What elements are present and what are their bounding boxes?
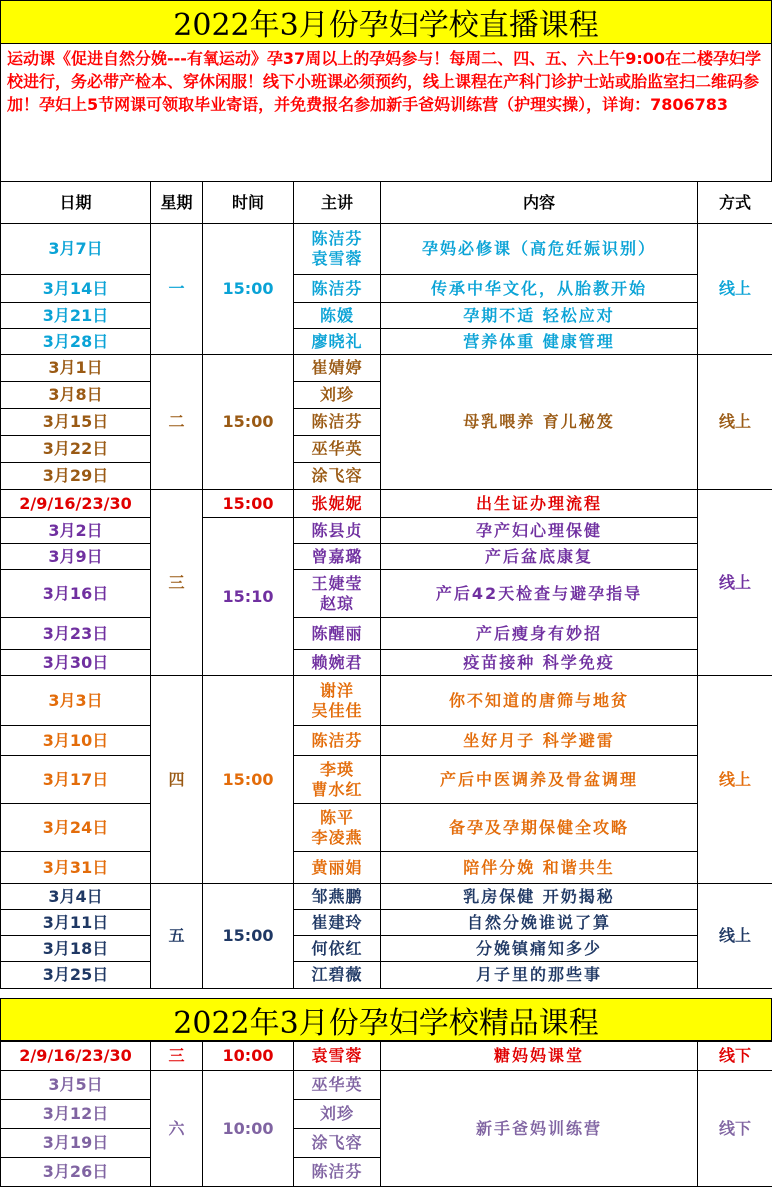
table-row xyxy=(1,676,772,726)
speaker-name: 曹水红 xyxy=(294,780,380,800)
date-cell: 3月4日 xyxy=(1,884,151,910)
content-cell: 备孕及孕期保健全攻略 xyxy=(381,804,698,852)
table-row xyxy=(1,1042,772,1071)
content-cell: 产后42天检查与避孕指导 xyxy=(381,570,698,618)
content-cell: 产后瘦身有妙招 xyxy=(381,618,698,650)
content-cell: 孕期不适 轻松应对 xyxy=(381,303,698,329)
speaker-name: 赵琼 xyxy=(294,594,380,614)
speaker-name: 谢洋 xyxy=(294,681,380,701)
speaker-cell: 巫华英 xyxy=(294,436,381,463)
weekday-cell: 一 xyxy=(151,224,203,355)
date-cell: 3月7日 xyxy=(1,224,151,275)
content-cell: 分娩镇痛知多少 xyxy=(381,936,698,962)
speaker-cell xyxy=(294,676,381,726)
header-content: 内容 xyxy=(381,182,698,224)
date-cell: 3月19日 xyxy=(1,1129,151,1158)
speaker-cell: 涂飞容 xyxy=(294,1129,381,1158)
table-row xyxy=(1,355,772,382)
table-row xyxy=(1,884,772,910)
mode-cell: 线下 xyxy=(698,1071,772,1187)
date-cell: 3月9日 xyxy=(1,544,151,570)
date-cell: 3月10日 xyxy=(1,726,151,756)
speaker-cell: 刘珍 xyxy=(294,1100,381,1129)
speaker-name: 吴佳佳 xyxy=(294,701,380,721)
table-row xyxy=(1,618,772,650)
date-cell: 3月23日 xyxy=(1,618,151,650)
live-courses-title: 2022年3月份孕妇学校直播课程 xyxy=(0,0,772,44)
speaker-cell: 陈县贞 xyxy=(294,518,381,544)
mode-cell: 线上 xyxy=(698,676,772,884)
weekday-cell: 二 xyxy=(151,355,203,490)
mode-cell: 线上 xyxy=(698,224,772,355)
speaker-cell: 何依红 xyxy=(294,936,381,962)
time-cell: 15:10 xyxy=(203,518,294,676)
speaker-cell: 陈洁芬 xyxy=(294,726,381,756)
table-row xyxy=(1,804,772,852)
speaker-cell: 崔建玲 xyxy=(294,910,381,936)
premium-schedule-table xyxy=(0,1041,772,1187)
table-row xyxy=(1,1071,772,1100)
speaker-name: 陈洁芬 xyxy=(294,229,380,249)
date-cell: 3月5日 xyxy=(1,1071,151,1100)
content-cell: 陪伴分娩 和谐共生 xyxy=(381,852,698,884)
speaker-cell: 陈媛 xyxy=(294,303,381,329)
date-cell: 3月31日 xyxy=(1,852,151,884)
date-cell: 3月18日 xyxy=(1,936,151,962)
date-cell: 3月15日 xyxy=(1,409,151,436)
speaker-cell xyxy=(294,804,381,852)
date-cell: 3月16日 xyxy=(1,570,151,618)
table-row xyxy=(1,275,772,303)
date-cell: 3月25日 xyxy=(1,962,151,989)
speaker-cell: 邹燕鹏 xyxy=(294,884,381,910)
speaker-cell: 江碧薇 xyxy=(294,962,381,989)
speaker-cell: 黄丽娟 xyxy=(294,852,381,884)
speaker-cell: 涂飞容 xyxy=(294,463,381,490)
date-cell: 3月26日 xyxy=(1,1158,151,1187)
content-cell: 你不知道的唐筛与地贫 xyxy=(381,676,698,726)
date-cell: 2/9/16/23/30 xyxy=(1,490,151,518)
content-cell: 出生证办理流程 xyxy=(381,490,698,518)
table-row xyxy=(1,224,772,275)
speaker-cell: 赖婉君 xyxy=(294,650,381,676)
time-cell: 15:00 xyxy=(203,676,294,884)
content-cell: 营养体重 健康管理 xyxy=(381,329,698,355)
speaker-name: 李凌燕 xyxy=(294,828,380,848)
date-cell: 3月14日 xyxy=(1,275,151,303)
table-row xyxy=(1,910,772,936)
speaker-cell xyxy=(294,570,381,618)
mode-cell: 线上 xyxy=(698,884,772,989)
mode-cell: 线下 xyxy=(698,1042,772,1071)
table-row xyxy=(1,650,772,676)
time-cell: 10:00 xyxy=(203,1042,294,1071)
date-cell: 3月2日 xyxy=(1,518,151,544)
date-cell: 3月12日 xyxy=(1,1100,151,1129)
table-row xyxy=(1,726,772,756)
speaker-cell: 曾嘉璐 xyxy=(294,544,381,570)
speaker-cell xyxy=(294,756,381,804)
weekday-cell: 四 xyxy=(151,676,203,884)
date-cell: 3月8日 xyxy=(1,382,151,409)
speaker-cell: 陈洁芬 xyxy=(294,1158,381,1187)
premium-courses-title: 2022年3月份孕妇学校精品课程 xyxy=(0,998,772,1041)
table-row xyxy=(1,962,772,989)
speaker-cell: 崔婧婷 xyxy=(294,355,381,382)
date-cell: 3月21日 xyxy=(1,303,151,329)
time-cell: 15:00 xyxy=(203,224,294,355)
date-cell: 3月17日 xyxy=(1,756,151,804)
table-row xyxy=(1,756,772,804)
speaker-name: 王婕莹 xyxy=(294,574,380,594)
header-time: 时间 xyxy=(203,182,294,224)
speaker-cell xyxy=(294,224,381,275)
speaker-cell: 刘珍 xyxy=(294,382,381,409)
header-speaker: 主讲 xyxy=(294,182,381,224)
mode-cell: 线上 xyxy=(698,490,772,676)
speaker-cell: 袁雪蓉 xyxy=(294,1042,381,1071)
notice-text: 运动课《促进自然分娩---有氧运动》孕37周以上的孕妈参与！每周二、四、五、六上午9:00在二楼孕妇学校进行，务必带产检本、穿休闲服！线下小班课必须预约，线上课程在产科门诊护士站或胎监室扫二维码参加！孕妇上5节网课可领取毕业寄语，并免费报名参加新手爸妈训练营（护理实操），详询：7806783 xyxy=(0,43,772,181)
date-cell: 3月24日 xyxy=(1,804,151,852)
table-row xyxy=(1,936,772,962)
speaker-name: 李瑛 xyxy=(294,760,380,780)
time-cell: 15:00 xyxy=(203,884,294,989)
mode-cell: 线上 xyxy=(698,355,772,490)
table-row xyxy=(1,852,772,884)
speaker-cell: 廖晓礼 xyxy=(294,329,381,355)
speaker-cell: 陈醒丽 xyxy=(294,618,381,650)
speaker-name: 袁雪蓉 xyxy=(294,249,380,269)
table-row xyxy=(1,570,772,618)
content-cell: 母乳喂养 育儿秘笈 xyxy=(381,355,698,490)
table-row xyxy=(1,518,772,544)
speaker-cell: 陈洁芬 xyxy=(294,275,381,303)
header-row xyxy=(1,182,772,224)
weekday-cell: 五 xyxy=(151,884,203,989)
table-row xyxy=(1,329,772,355)
weekday-cell: 三 xyxy=(151,490,203,676)
header-date: 日期 xyxy=(1,182,151,224)
date-cell: 3月11日 xyxy=(1,910,151,936)
content-cell: 孕妈必修课（高危妊娠识别） xyxy=(381,224,698,275)
content-cell: 坐好月子 科学避雷 xyxy=(381,726,698,756)
header-weekday: 星期 xyxy=(151,182,203,224)
speaker-cell: 陈洁芬 xyxy=(294,409,381,436)
table-row xyxy=(1,544,772,570)
weekday-cell: 六 xyxy=(151,1071,203,1187)
date-cell: 3月28日 xyxy=(1,329,151,355)
date-cell: 3月22日 xyxy=(1,436,151,463)
content-cell: 糖妈妈课堂 xyxy=(381,1042,698,1071)
date-cell: 2/9/16/23/30 xyxy=(1,1042,151,1071)
live-schedule-table xyxy=(0,181,772,989)
time-cell: 15:00 xyxy=(203,490,294,518)
date-cell: 3月29日 xyxy=(1,463,151,490)
table-row xyxy=(1,490,772,518)
speaker-cell: 巫华英 xyxy=(294,1071,381,1100)
content-cell: 传承中华文化，从胎教开始 xyxy=(381,275,698,303)
date-cell: 3月1日 xyxy=(1,355,151,382)
header-mode: 方式 xyxy=(698,182,772,224)
content-cell: 疫苗接种 科学免疫 xyxy=(381,650,698,676)
content-cell: 产后中医调养及骨盆调理 xyxy=(381,756,698,804)
content-cell: 自然分娩谁说了算 xyxy=(381,910,698,936)
table-row xyxy=(1,303,772,329)
content-cell: 产后盆底康复 xyxy=(381,544,698,570)
date-cell: 3月3日 xyxy=(1,676,151,726)
content-cell: 月子里的那些事 xyxy=(381,962,698,989)
time-cell: 10:00 xyxy=(203,1071,294,1187)
content-cell: 新手爸妈训练营 xyxy=(381,1071,698,1187)
speaker-name: 陈平 xyxy=(294,808,380,828)
content-cell: 孕产妇心理保健 xyxy=(381,518,698,544)
weekday-cell: 三 xyxy=(151,1042,203,1071)
date-cell: 3月30日 xyxy=(1,650,151,676)
time-cell: 15:00 xyxy=(203,355,294,490)
speaker-cell: 张妮妮 xyxy=(294,490,381,518)
content-cell: 乳房保健 开奶揭秘 xyxy=(381,884,698,910)
